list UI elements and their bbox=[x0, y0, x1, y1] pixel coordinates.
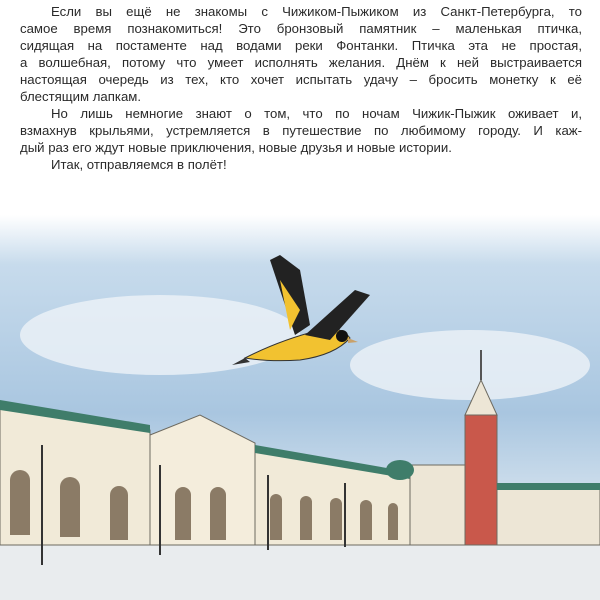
text-line: блестящим лапкам. bbox=[20, 89, 142, 104]
cloud bbox=[20, 295, 300, 375]
watercolor-illustration bbox=[0, 215, 600, 600]
text-line: настоящая очередь из тех, кто хочет испытать удачу – бросить монетку к её bbox=[20, 72, 582, 87]
text-line: Если вы ещё не знакомы с Чижиком-Пыжиком из Санкт-Петербурга, то bbox=[51, 4, 582, 19]
text-line: дый раз его ждут новые приключения, новые друзья и новые истории. bbox=[20, 140, 452, 155]
story-text bbox=[20, 3, 582, 173]
cloud bbox=[350, 330, 590, 400]
text-line: Итак, отправляемся в полёт! bbox=[51, 157, 227, 172]
text-line: самое время познакомиться! Это бронзовый памятник – маленькая птичка, bbox=[20, 21, 582, 36]
text-line: сидящая на постаменте над водами реки Фонтанки. Птичка эта не простая, bbox=[20, 38, 582, 53]
text-line: а волшебная, потому что умеет исполнять желания. Днём к ней выстраивается bbox=[20, 55, 582, 70]
text-line: Но лишь немногие знают о том, что по ночам Чижик-Пыжик оживает и, bbox=[51, 106, 582, 121]
text-line: взмахнув крыльями, устремляется в путешествие по любимому городу. И каж- bbox=[20, 123, 582, 138]
